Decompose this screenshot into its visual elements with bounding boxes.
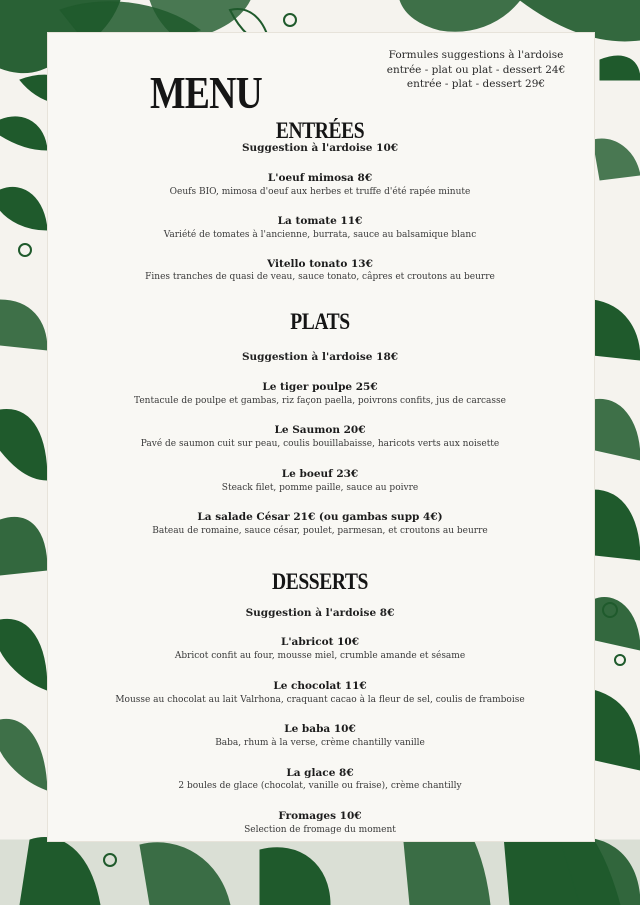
dish-description: Fines tranches de quasi de veau, sauce tonato, câpres et croutons au beurre [145,272,495,282]
plats-suggestion: Suggestion à l'ardoise 18€ [241,351,399,363]
section-title-desserts: DESSERTS [272,569,368,594]
dish-name: Vitello tonato 13€ [267,258,373,270]
dish-description: Variété de tomates à l'ancienne, burrata, sauce au balsamique blanc [163,230,477,240]
desserts-suggestion: Suggestion à l'ardoise 8€ [245,607,395,619]
dish-name: Fromages 10€ [278,810,362,822]
formules-box [376,48,576,92]
section-title-entrees: ENTRÉES [275,118,365,143]
dish-name: La tomate 11€ [277,215,363,227]
formule-three-courses: entrée - plat - dessert 29€ [406,78,546,90]
dish-description: Oeufs BIO, mimosa d'oeuf aux herbes et truffe d'été rapée minute [169,187,471,197]
dish-name: Le tiger poulpe 25€ [262,381,378,393]
dish-description: Tentacule de poulpe et gambas, riz façon paella, poivrons confits, jus de carcasse [134,396,506,406]
dish-description: Baba, rhum à la verse, crème chantilly vanille [215,738,425,748]
dish-name: Le boeuf 23€ [281,468,359,480]
entrees-suggestion: Suggestion à l'ardoise 10€ [241,142,399,154]
menu-title: MENU [150,67,262,118]
dish-description: Bateau de romaine, sauce césar, poulet, parmesan, et croutons au beurre [152,526,488,536]
dish-description: Steack filet, pomme paille, sauce au poivre [221,483,419,493]
dish-name: Le chocolat 11€ [273,680,367,692]
formule-two-courses: entrée - plat ou plat - dessert 24€ [386,63,566,76]
dish-name: Le Saumon 20€ [274,424,366,436]
formules-heading: Formules suggestions à l'ardoise [388,49,564,61]
dish-description: Pavé de saumon cuit sur peau, coulis bouillabaisse, haricots verts aux noisette [140,439,500,449]
dish-description: Selection de fromage du moment [244,825,396,835]
dish-name: L'oeuf mimosa 8€ [267,172,373,184]
dish-name: Le baba 10€ [284,723,356,735]
dish-description: Abricot confit au four, mousse miel, crumble amande et sésame [174,651,466,661]
dish-name: La glace 8€ [286,767,354,779]
dish-description: Mousse au chocolat au lait Valrhona, craquant cacao à la fleur de sel, coulis de framboise [115,695,525,705]
section-title-plats: PLATS [290,309,350,334]
dish-name: L'abricot 10€ [280,636,360,648]
dish-name: La salade César 21€ (ou gambas supp 4€) [197,511,443,523]
dish-description: 2 boules de glace (chocolat, vanille ou fraise), crème chantilly [178,781,462,791]
